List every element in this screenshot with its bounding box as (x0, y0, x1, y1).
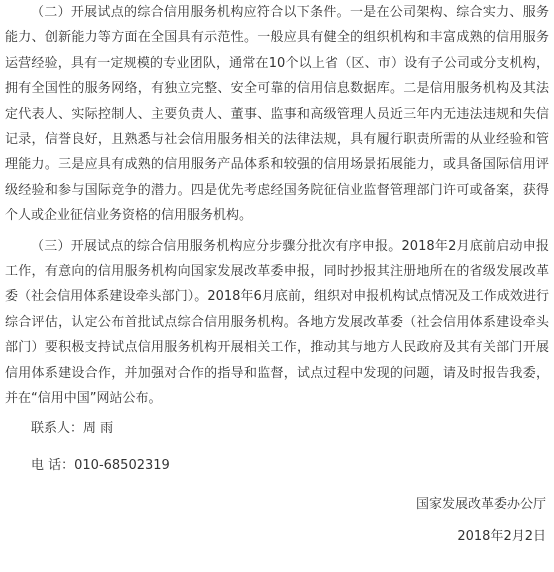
contact-person: 联系人：周 雨 (31, 420, 114, 436)
issuing-office: 国家发展改革委办公厅 (415, 497, 546, 513)
contact-phone: 电 话：010-68502319 (31, 457, 170, 473)
notice-document (5, 0, 549, 549)
issue-date: 2018年2月2日 (457, 528, 546, 544)
paragraph-two: （二）开展试点的综合信用服务机构应符合以下条件。一是在公司架构、综合实力、服务能力、创新能力等方面在全国具有示范性。一般应具有健全的组织机构和丰富成熟的信用服务运营经验，具有一定规模的专业团队，通常在10个以上省（区、市）设有子公司或分支机构，拥有全国性的服务网络，有独立完整、安全可靠的信用信息数据库。二是信用服务机构及其法定代表人、实际控制人、主要负责人、董事、监事和高级管理人员近三年内无违法违规和失信记录，信誉良好，且熟悉与社会信用服务相关的法律法规，具有履行职责所需的从业经验和管理能力。三是应具有成熟的信用服务产品体系和较强的信用场景拓展能力，或具备国际信用评级经验和参与国际竞争的潜力。四是优先考虑经国务院征信业监督管理部门许可或备案，获得个人或企业征信业务资格的信用服务机构。 (5, 5, 549, 224)
paragraph-three: （三）开展试点的综合信用服务机构应分步骤分批次有序申报。2018年2月底前启动申报工作，有意向的信用服务机构向国家发展改革委申报，同时抄报其注册地所在的省级发展改革委（社会信用体系建设牵头部门）。2018年6月底前，组织对申报机构试点情况及工作成效进行综合评估，认定公布首批试点综合信用服务机构。各地方发展改革委（社会信用体系建设牵头部门）要积极支持试点信用服务机构开展相关工作，推动其与地方人民政府及其有关部门开展信用体系建设合作，并加强对合作的指导和监督，试点过程中发现的问题，请及时报告我委，并在“信用中国”网站公布。 (5, 238, 549, 407)
